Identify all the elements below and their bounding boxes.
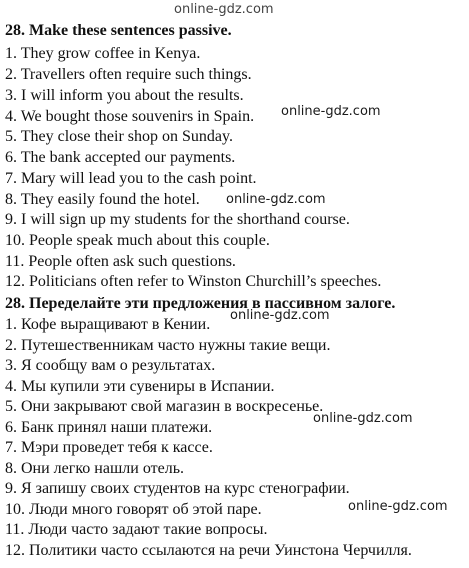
exercise-en-line-2: 2. Travellers often require such things. xyxy=(5,66,252,83)
exercise-en-line-5: 5. They close their shop on Sunday. xyxy=(5,128,233,145)
exercise-en-line-9: 9. I will sign up my students for the shorthand course. xyxy=(5,211,350,228)
watermark-4: online-gdz.com xyxy=(313,411,413,426)
exercise-ru-line-10: 10. Люди много говорят об этой паре. xyxy=(5,501,262,518)
exercise-en-line-7: 7. Mary will lead you to the cash point. xyxy=(5,170,257,187)
exercise-en-line-1: 1. They grow coffee in Kenya. xyxy=(5,45,201,62)
exercise-ru-heading: 28. Переделайте эти предложения в пассивном залоге. xyxy=(5,295,396,312)
exercise-ru-line-9: 9. Я запишу своих студентов на курс стенографии. xyxy=(5,480,350,497)
watermark-3: online-gdz.com xyxy=(230,308,330,323)
exercise-en-line-8: 8. They easily found the hotel. xyxy=(5,191,200,208)
exercise-ru-line-12: 12. Политики часто ссылаются на речи Уинстона Черчилля. xyxy=(5,542,412,559)
exercise-en-line-4: 4. We bought those souvenirs in Spain. xyxy=(5,108,255,125)
exercise-en-line-6: 6. The bank accepted our payments. xyxy=(5,149,236,166)
exercise-en-line-11: 11. People often ask such questions. xyxy=(5,253,236,270)
watermark-2: online-gdz.com xyxy=(226,192,326,207)
exercise-ru-line-1: 1. Кофе выращивают в Кении. xyxy=(5,316,211,333)
exercise-en-heading: 28. Make these sentences passive. xyxy=(5,22,232,39)
exercise-ru-line-6: 6. Банк принял наши платежи. xyxy=(5,419,213,436)
exercise-ru-line-8: 8. Они легко нашли отель. xyxy=(5,460,184,477)
exercise-ru-line-2: 2. Путешественникам часто нужны такие вещи. xyxy=(5,337,331,354)
watermark-1: online-gdz.com xyxy=(281,104,381,119)
watermark-top: online-gdz.com xyxy=(174,2,274,17)
exercise-ru-line-7: 7. Мэри проведет тебя к кассе. xyxy=(5,439,213,456)
exercise-en-line-3: 3. I will inform you about the results. xyxy=(5,87,244,104)
watermark-5: online-gdz.com xyxy=(348,499,448,514)
exercise-en-line-10: 10. People speak much about this couple. xyxy=(5,232,270,249)
exercise-ru-line-11: 11. Люди часто задают такие вопросы. xyxy=(5,521,268,538)
exercise-ru-line-4: 4. Мы купили эти сувениры в Испании. xyxy=(5,378,275,395)
exercise-ru-line-3: 3. Я сообщу вам о результатах. xyxy=(5,357,216,374)
exercise-en-line-12: 12. Politicians often refer to Winston Churchill’s speeches. xyxy=(5,273,382,290)
exercise-ru-line-5: 5. Они закрывают свой магазин в воскресенье. xyxy=(5,398,324,415)
